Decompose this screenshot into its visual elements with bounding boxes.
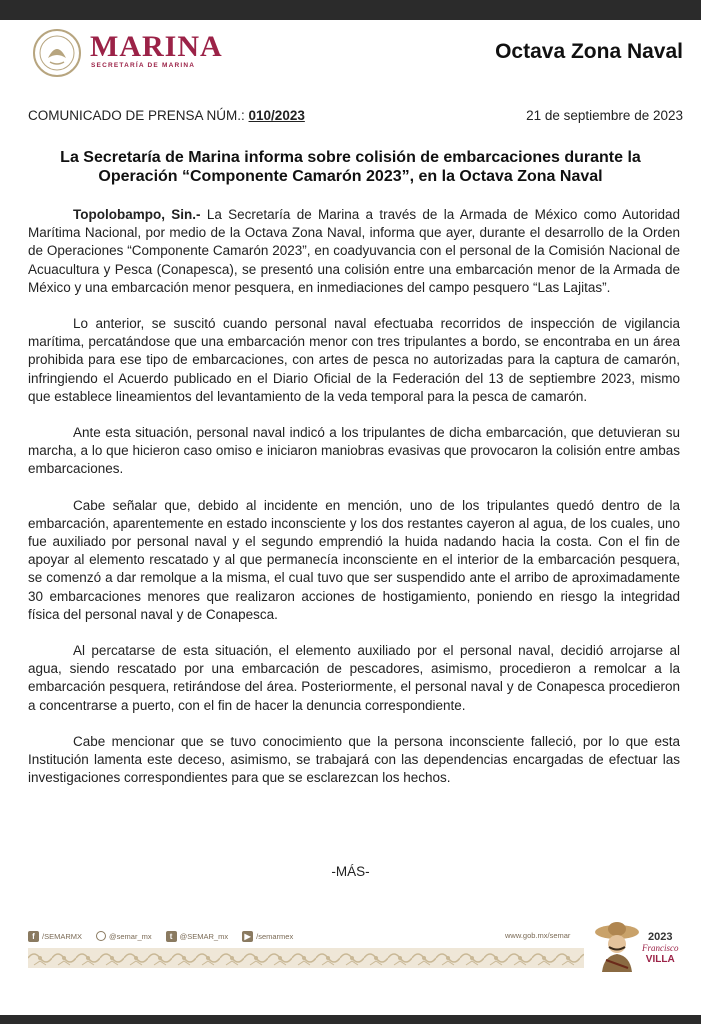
decorative-pattern-band <box>28 948 584 968</box>
website-link[interactable]: www.gob.mx/semar <box>505 931 571 940</box>
paragraph-4: Cabe señalar que, debido al incidente en mención, uno de los tripulantes quedó dentro de la embarcación, aparentemente en estado inconsciente y los dos restantes cayeron al agua, de los cuales, uno fue auxiliado por personal naval y el segundo emprendió la huida nadando hacia la costa. Con el fin de apoyar al elemento rescatado y al que permanecía inconsciente en el interior de la embarcación pesquera, se comenzó a dar remolque a la misma, el cual tuvo que ser suspendido ante el arribo de aproximadamente 30 embarcaciones menores que realizaron acciones de hostigamiento, poniendo en riesgo la integridad física del personal naval y de Conapesca. <box>28 497 680 622</box>
facebook-handle: /SEMARMX <box>42 931 83 941</box>
mas-marker: -MÁS- <box>331 864 370 879</box>
coat-of-arms-icon <box>32 28 82 78</box>
twitter-handle: @SEMAR_mx <box>179 931 229 941</box>
francisco-villa-logo <box>642 932 679 965</box>
bottom-border <box>0 1015 701 1024</box>
francisco-villa-portrait-icon <box>594 920 640 972</box>
paragraph-1-text: La Secretaría de Marina a través de la Armada de México como Autoridad Marítima Nacional, por medio de la Octava Zona Naval, informa que ayer, durante el desarrollo de la Orden de Operaciones “Componente Camarón 2023”, en coadyuvancia con el personal de la Comisión Nacional de Acuacultura y Pesca (Conapesca), se presentó una colisión entre una embarcación menor de la Armada de México y una embarcación menor pesquera, en inmediaciones del campo pesquero “Las Lajitas”. <box>28 207 680 295</box>
twitter-link[interactable] <box>166 931 228 942</box>
press-release-page <box>0 20 701 1015</box>
instagram-handle: @semar_mx <box>109 931 152 941</box>
facebook-link[interactable] <box>28 931 82 942</box>
instagram-icon <box>96 931 106 941</box>
marina-logo-text: MARINA <box>90 30 223 63</box>
paragraph-2: Lo anterior, se suscitó cuando personal naval efectuaba recorridos de inspección de vigilancia marítima, percatándose que una embarcación menor con tres tripulantes a bordo, se encontraba en un área prohibida para ese tipo de embarcaciones, con artes de pesca no autorizadas para la captura de camarón, infringiendo el Acuerdo publicado en el Diario Oficial de la Federación del 13 de septiembre 2023, mismo que establece lineamientos del levantamiento de la veda temporal para la pesca de camarón. <box>28 316 680 404</box>
paragraph-1 <box>28 206 680 297</box>
paragraph-6: Cabe mencionar que se tuvo conocimiento que la persona inconsciente falleció, por lo que esta Institución lamenta este deceso, asimismo, se trabajará con las dependencias encargadas de efectuar las investigaciones correspondientes para que se esclarezcan los hechos. <box>28 733 680 786</box>
zona-naval-heading: Octava Zona Naval <box>495 40 683 63</box>
paragraph-3: Ante esta situación, personal naval indicó a los tripulantes de dicha embarcación, que detuvieran su marcha, a lo que hicieron caso omiso e iniciaron maniobras evasivas que provocaron la colisión entre ambas embarcaciones. <box>28 425 680 477</box>
twitter-icon: t <box>166 931 177 942</box>
comunicado-number: 010/2023 <box>248 108 305 123</box>
social-footer <box>28 928 307 944</box>
dateline: Topolobampo, Sin.- <box>73 207 201 222</box>
comunicado-line <box>28 108 305 123</box>
youtube-icon: ▶ <box>242 931 253 942</box>
release-title: La Secretaría de Marina informa sobre colisión de embarcaciones durante la Operación “Componente Camarón 2023”, en la Octava Zona Naval <box>60 149 641 185</box>
paragraph-5: Al percatarse de esta situación, el elemento auxiliado por el personal naval, decidió arrojarse al agua, siendo rescatado por una embarcación de pescadores, asimismo, procedieron a remolcar a la embarcación pesquera, retirándose del área. Posteriormente, el personal naval y de Conapesca procedieron a concentrarse a puerto, con el fin de hacer la denuncia correspondiente. <box>28 643 680 713</box>
comunicado-label: COMUNICADO DE PRENSA NÚM.: <box>28 108 249 123</box>
villa-year: 2023 <box>648 931 673 943</box>
youtube-handle: /semarmex <box>256 931 294 941</box>
marina-logo-subtitle: SECRETARÍA DE MARINA <box>91 62 196 69</box>
youtube-link[interactable] <box>242 931 293 942</box>
release-date: 21 de septiembre de 2023 <box>526 108 683 123</box>
villa-name-first: Francisco <box>642 943 679 953</box>
instagram-link[interactable] <box>96 931 152 941</box>
facebook-icon: f <box>28 931 39 942</box>
release-body <box>28 206 680 787</box>
villa-name-last: VILLA <box>645 954 675 965</box>
